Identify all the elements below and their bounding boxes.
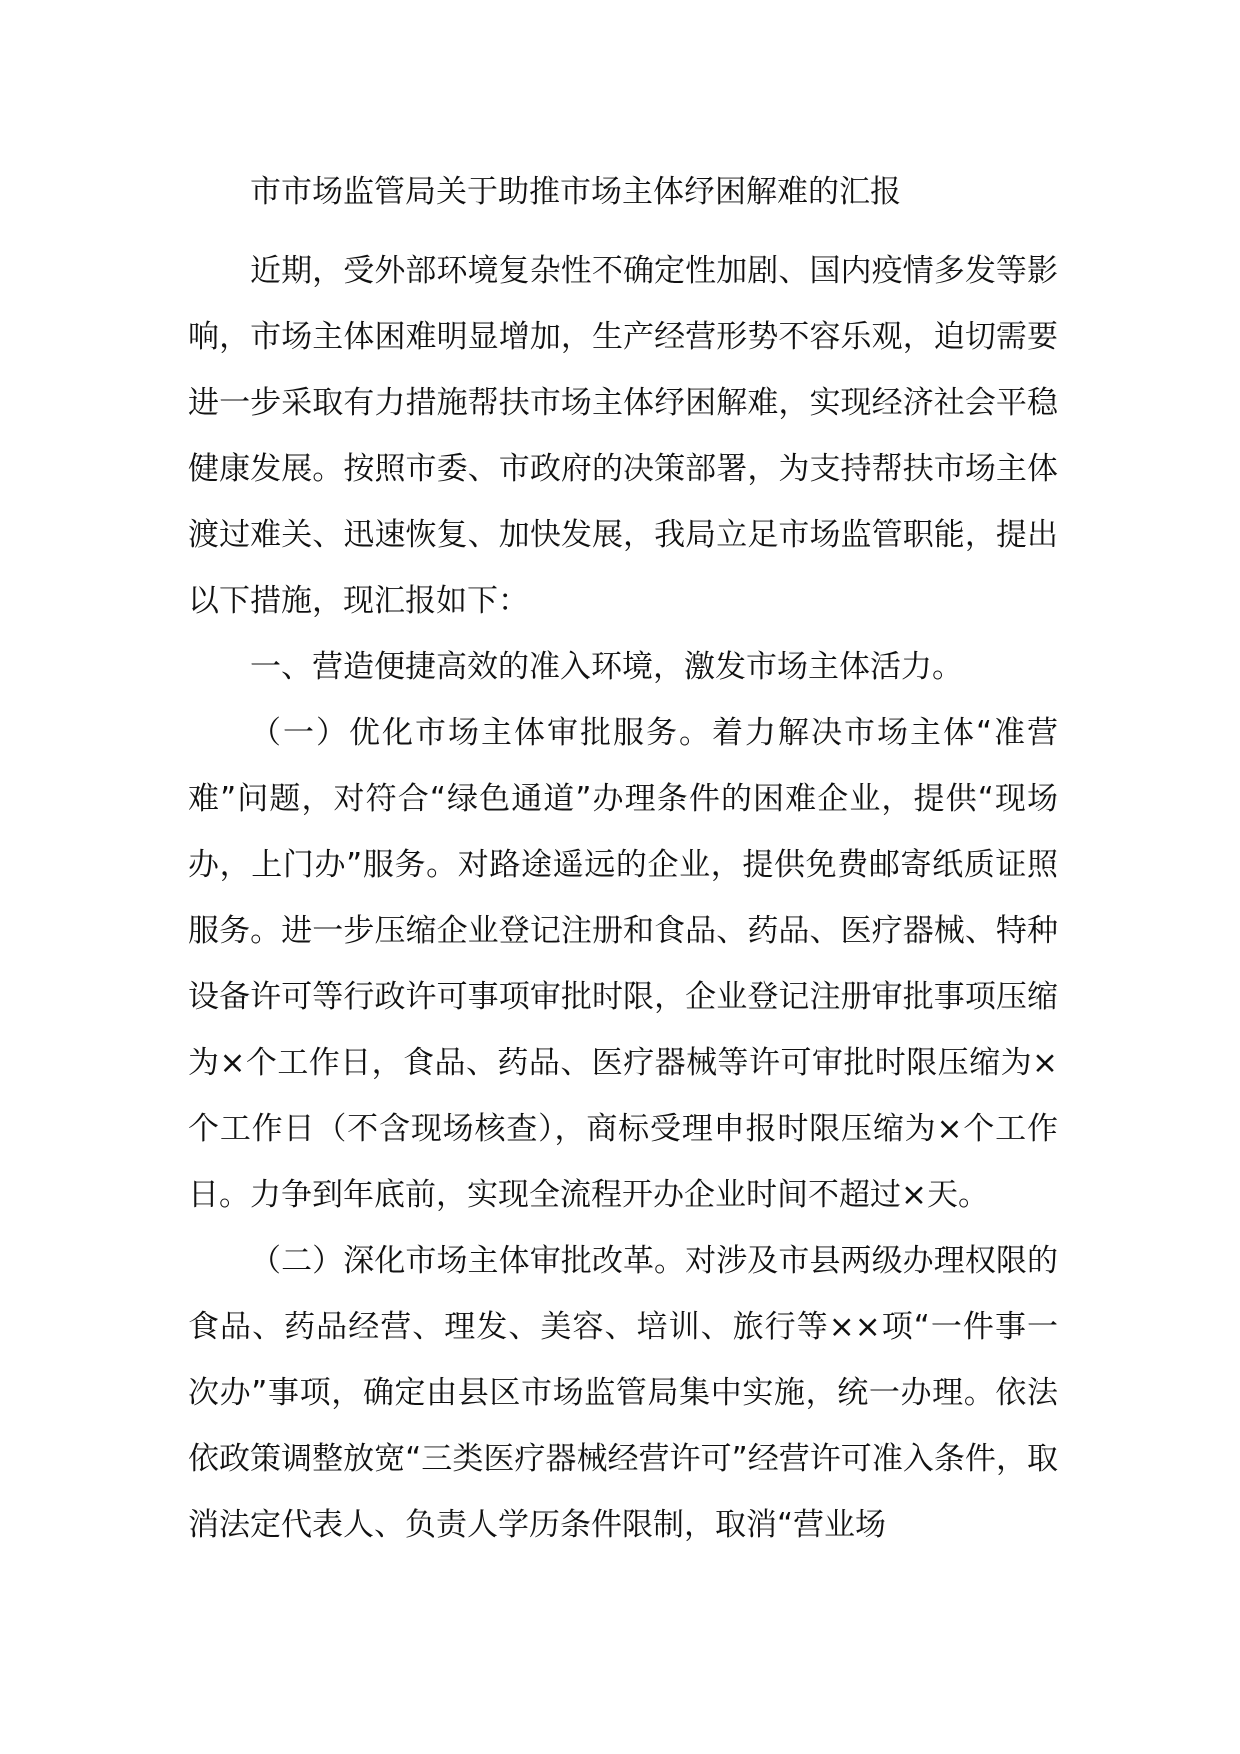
section-heading-1: 一、营造便捷高效的准入环境，激发市场主体活力。 <box>250 649 963 685</box>
paragraph-subsection-2: （二）深化市场主体审批改革。对涉及市县两级办理权限的食品、药品经营、理发、美容、培训、旅行等××项“一件事一次办”事项，确定由县区市场监管局集中实施，统一办理。依法依政策调整放宽“三类医疗器械经营许可”经营许可准入条件，取消法定代表人、负责人学历条件限制，取消“营业场 <box>188 1243 1058 1543</box>
document-title: 市市场监管局关于助推市场主体纾困解难的汇报 <box>250 174 901 210</box>
document-body <box>188 172 1058 1558</box>
paragraph-intro: 近期，受外部环境复杂性不确定性加剧、国内疫情多发等影响，市场主体困难明显增加，生产经营形势不容乐观，迫切需要进一步采取有力措施帮扶市场主体纾困解难，实现经济社会平稳健康发展。按照市委、市政府的决策部署，为支持帮扶市场主体渡过难关、迅速恢复、加快发展，我局立足市场监管职能，提出以下措施，现汇报如下： <box>188 253 1058 619</box>
paragraph-subsection-1: （一）优化市场主体审批服务。着力解决市场主体“准营难”问题，对符合“绿色通道”办理条件的困难企业，提供“现场办，上门办”服务。对路途遥远的企业，提供免费邮寄纸质证照服务。进一步压缩企业登记注册和食品、药品、医疗器械、特种设备许可等行政许可事项审批时限，企业登记注册审批事项压缩为×个工作日，食品、药品、医疗器械等许可审批时限压缩为×个工作日（不含现场核查），商标受理申报时限压缩为×个工作日。力争到年底前，实现全流程开办企业时间不超过×天。 <box>188 715 1058 1213</box>
